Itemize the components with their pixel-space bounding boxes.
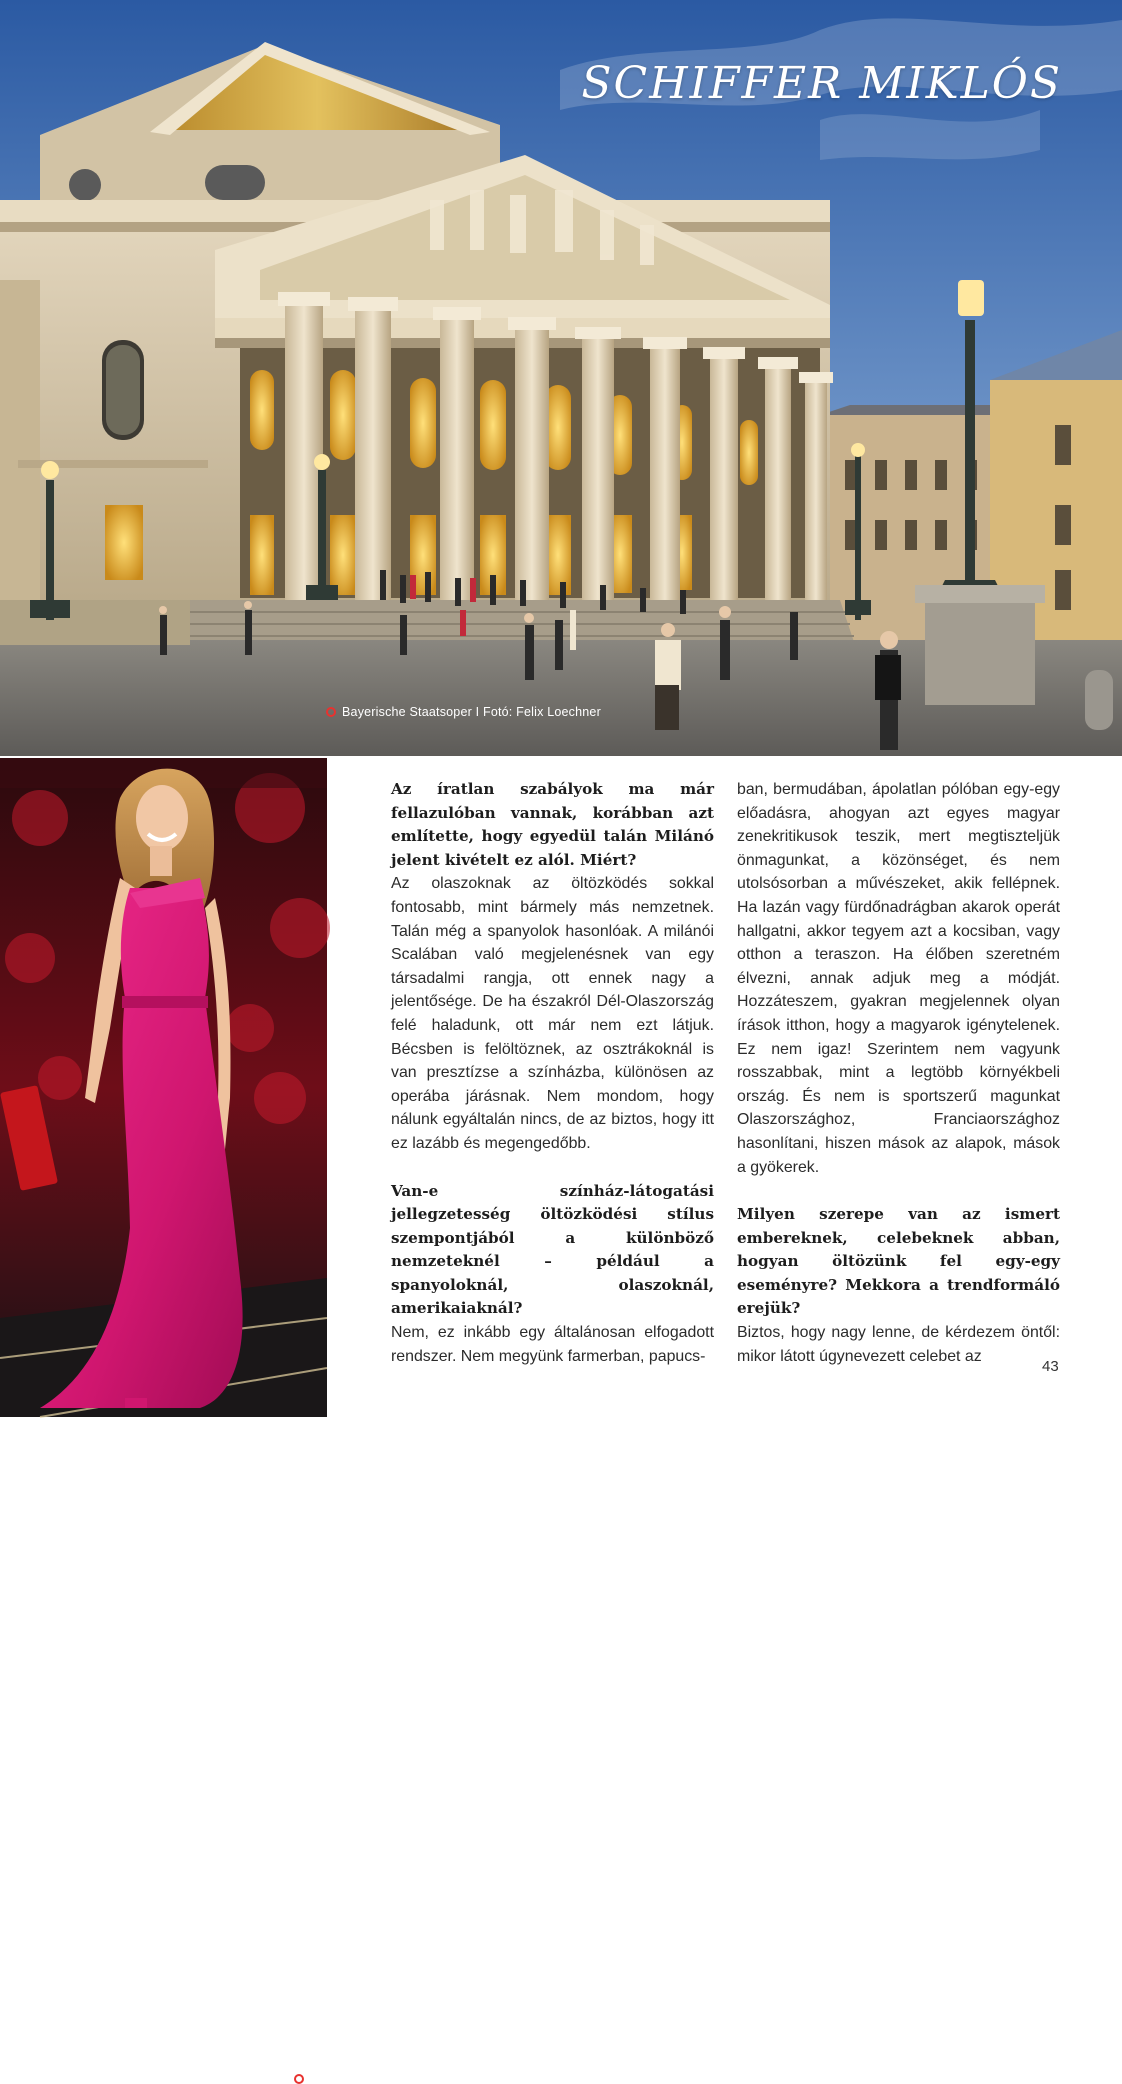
interview-question: Van-e színház-látogatási jellegzetesség öltözködési stílus szempontjából a különböző nemzeteknél – például a spanyoloknál, olaszoknál, amerikaiaknál? — [391, 1181, 714, 1318]
opera-house-photo — [0, 0, 1122, 756]
opera-house-illustration — [0, 0, 1122, 756]
portrait-photo — [0, 758, 327, 2068]
photo-credit — [326, 705, 601, 719]
portrait-credit-text: Julia Roberts I Fotó: Aaron Poole A.M.P.A.S — [293, 1845, 305, 2068]
portrait-credit — [293, 1845, 305, 2084]
interview-answer: ban, bermudában, ápolatlan pólóban egy-egy előadásra, ahogyan azt egyes magyar zenekritikusok teszik, mert megtiszteljük önmagunkat, a közönséget, és nem utolsósorban a művészeket, akik fellépnek. Ha lazán vagy fürdőnadrágban akarok operát hallgatni, akkor tegyem azt a kocsiban, vagy otthon a teraszon. Ha élőben szeretném élvezni, annak adjuk meg a módját. Hozzáteszem, gyakran megjelennek olyan írások itthon, hogy a magyarok igénytelenek. Ez nem igaz! Szerintem nem vagyunk rosszabbak, mint a legtöbb környékbeli ország. És nem is sportszerű magunkat Olaszországhoz, Franciaországhoz hasonlítani, hiszen mások az alapok, mások a gyökerek. — [737, 781, 1060, 1176]
page-number: 43 — [1042, 1358, 1059, 1375]
photo-credit-text: Bayerische Staatsoper I Fotó: Felix Loechner — [342, 705, 601, 719]
portrait-credit-icon — [294, 2074, 304, 2084]
article-column-right — [737, 778, 1060, 1368]
interview-question: Az íratlan szabályok ma már fellazulóban vannak, korábban azt említette, hogy egyedül talán Milánó jelent kivételt ez alól. Miért? — [391, 780, 714, 869]
interview-answer: Az olaszoknak az öltözködés sokkal fontosabb, mint bármely más nemzetnek. Talán még a spanyolok hasonlóak. A milánói Scalában való megjelenésnek van egy társadalmi rangja, ott ennek nagy a jelentősége. De ha északról Dél-Olaszország felé haladunk, ott már nem ezt látjuk. Bécsben is felöltöznek, az osztrákoknál is van presztízse a színházba, különösen az operába járásnak. Nem mondom, hogy nálunk egyáltalán nincs, de az biztos, hogy itt ez lazább és megengedőbb. — [391, 875, 714, 1152]
article-headline: SCHIFFER MIKLÓS — [581, 58, 1062, 109]
interview-answer: Nem, ez inkább egy általánosan elfogadott rendszer. Nem megyünk farmerban, papucs- — [391, 1324, 714, 1365]
portrait-illustration — [0, 758, 327, 1417]
interview-question: Milyen szerepe van az ismert embereknek, celebeknek abban, hogyan öltözünk fel egy-egy eseményre? Mekkora a trendformáló erejük? — [737, 1205, 1060, 1318]
photo-credit-icon — [326, 707, 336, 717]
interview-answer: Biztos, hogy nagy lenne, de kérdezem öntől: mikor látott úgynevezett celebet az — [737, 1324, 1060, 1365]
article-column-left — [391, 778, 714, 1368]
